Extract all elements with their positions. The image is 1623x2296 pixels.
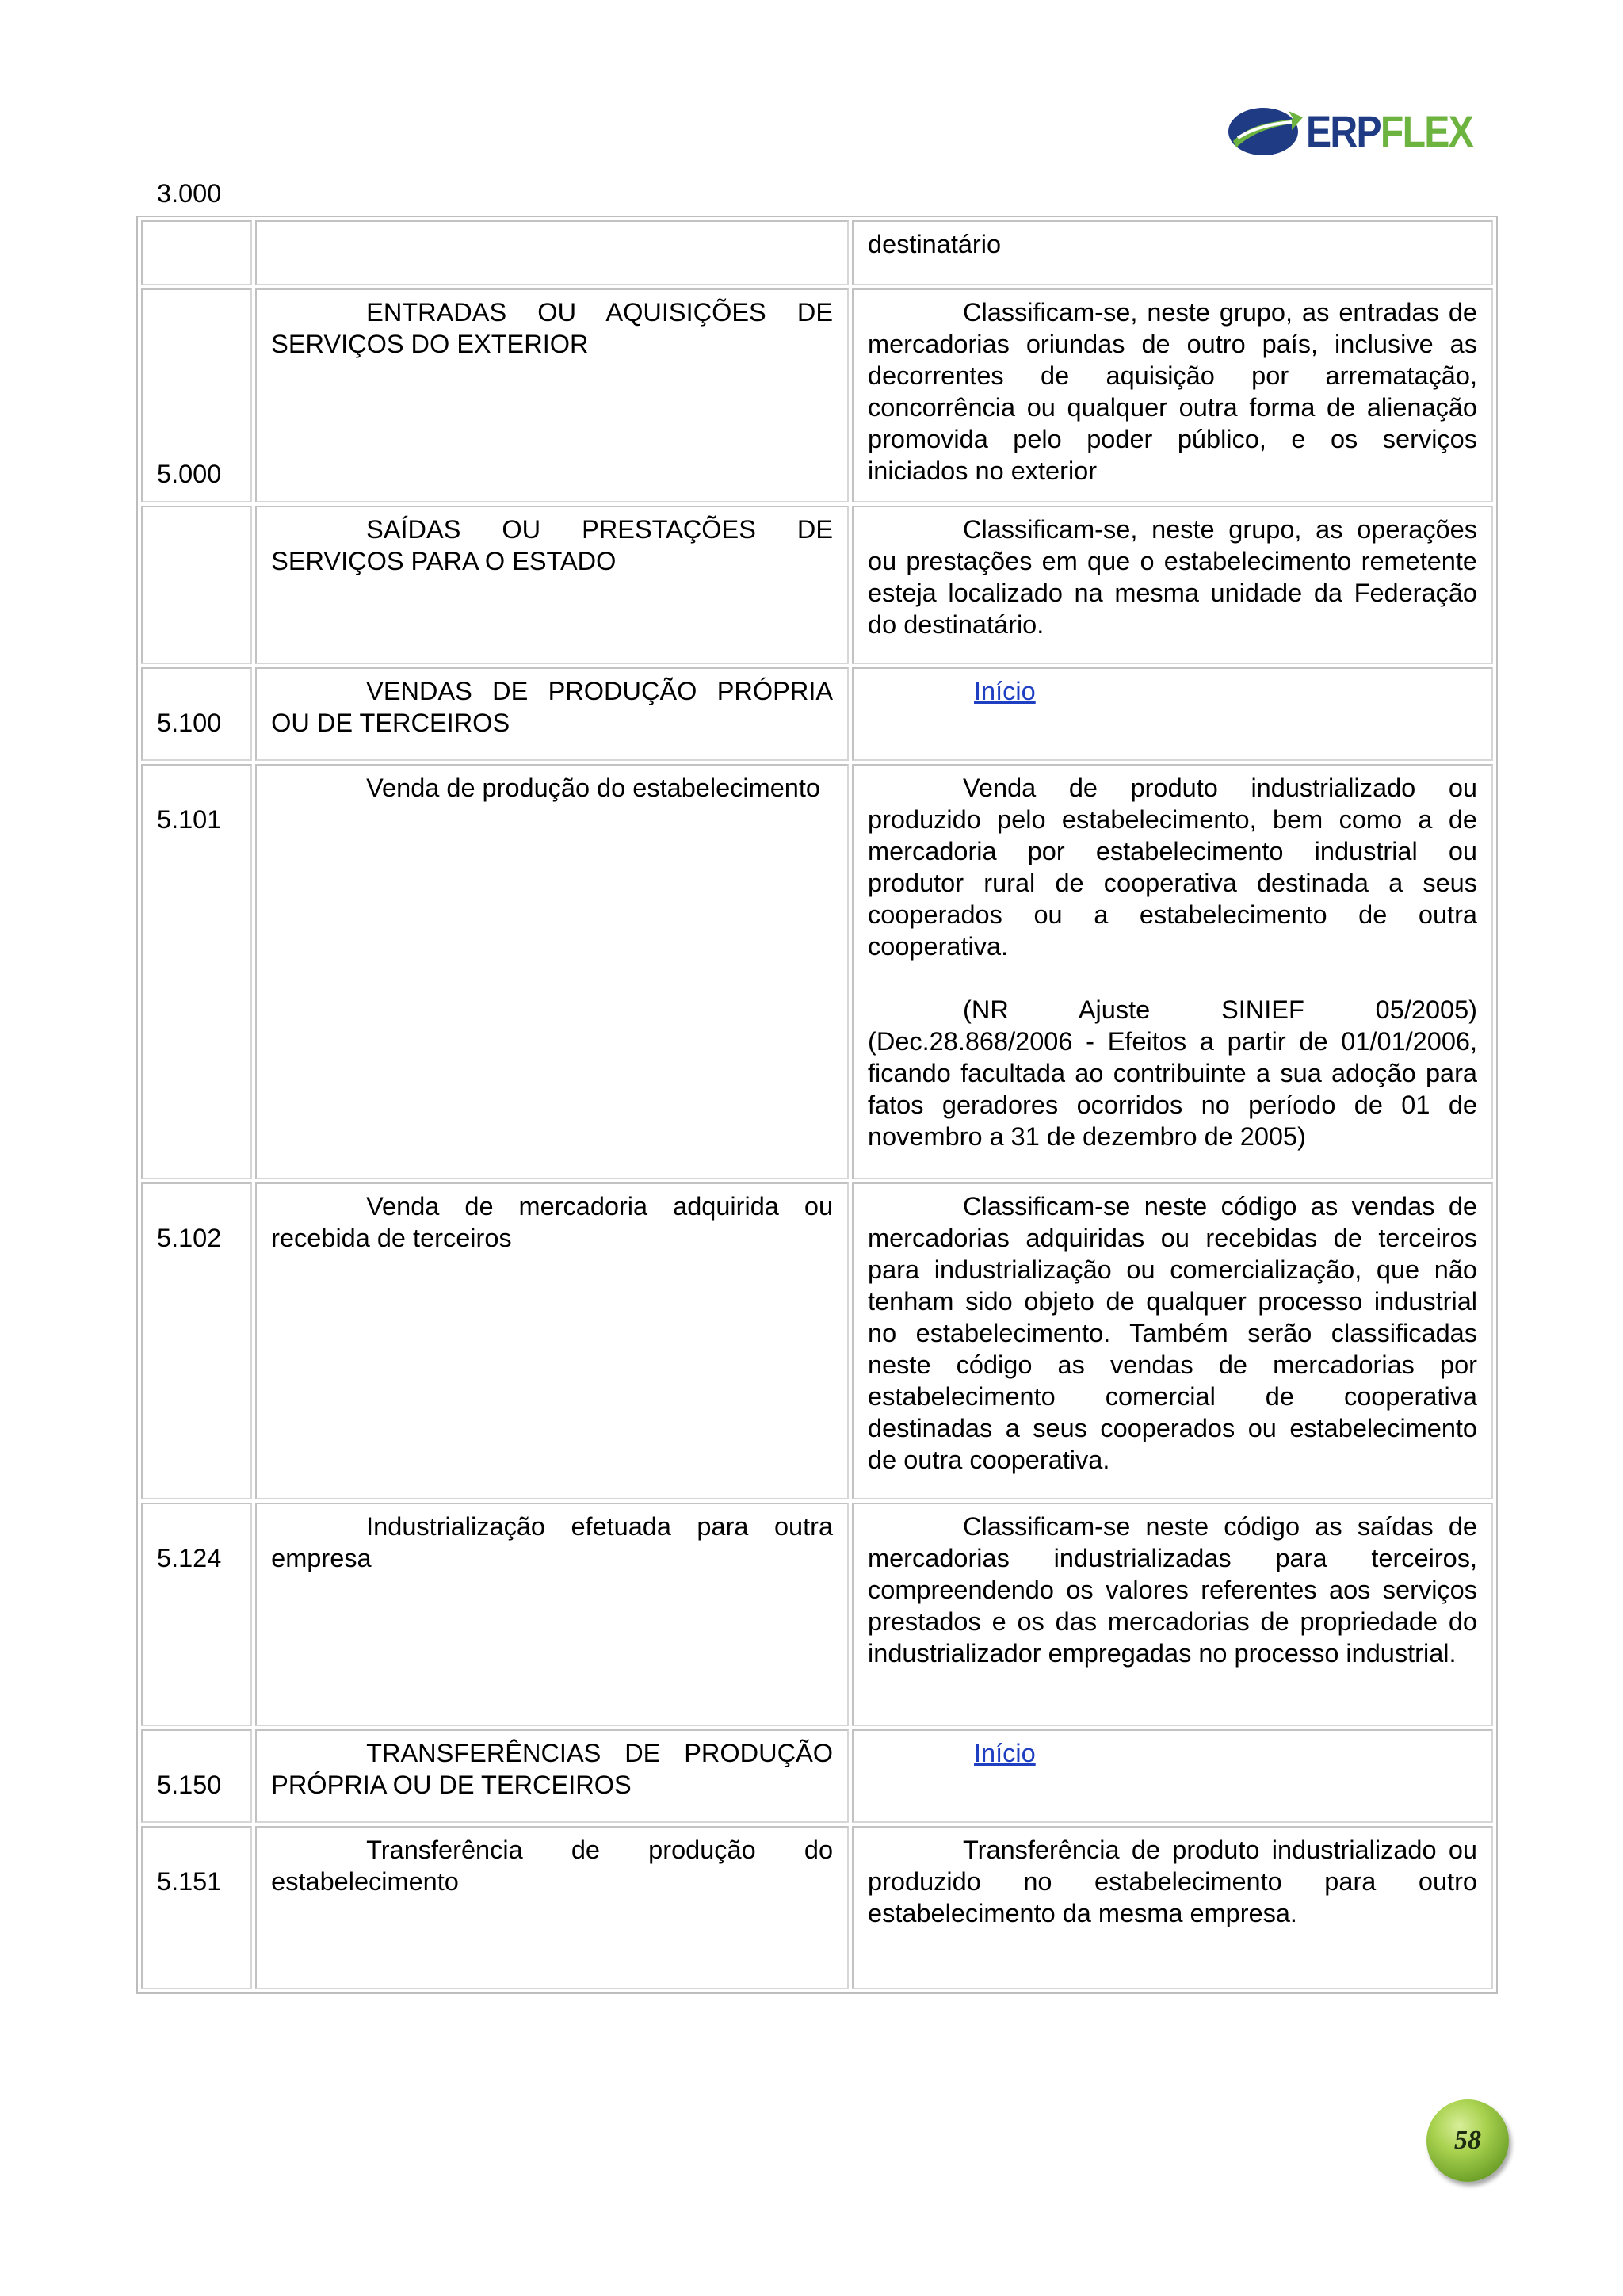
inicio-link[interactable]: Início: [974, 1739, 1036, 1767]
erpflex-swoosh-icon: [1227, 100, 1303, 163]
description-cell: Classificam-se neste código as vendas de mercadorias adquiridas ou recebidas de terceiros para industrialização ou comercialização, que não tenham sido objeto de qualquer processo industrial no estabelecimento. Também serão classificadas neste código as vendas de mercadorias por estabelecimento comercial de cooperativa destinadas a seus cooperados ou estabelecimento de outra cooperativa.: [852, 1182, 1493, 1499]
cfop-table: [136, 179, 1498, 1994]
table-row: [141, 1182, 1493, 1499]
code-cell: 5.101: [141, 764, 252, 1179]
table-row: [141, 1826, 1493, 1989]
description-cell: Classificam-se, neste grupo, as operações ou prestações em que o estabelecimento remetente esteja localizado na mesma unidade da Federação do destinatário.: [852, 506, 1493, 664]
description-cell: Classificam-se neste código as saídas de mercadorias industrializadas para terceiros, compreendendo os valores referentes aos serviços prestados e os das mercadorias de propriedade do industrializador empregadas no processo industrial.: [852, 1503, 1493, 1726]
description-cell: Classificam-se, neste grupo, as entradas de mercadorias oriundas de outro país, inclusive as decorrentes de aquisição por arrematação, concorrência ou qualquer outra forma de alienação promovida pelo poder público, e os serviços iniciados no exterior: [852, 288, 1493, 502]
description-cell: destinatário: [852, 220, 1493, 285]
code-cell: 5.150: [141, 1729, 252, 1823]
erpflex-wordmark: ERPFLEX: [1306, 106, 1473, 156]
code-cell: [141, 220, 252, 285]
table-row: [141, 506, 1493, 664]
code-cell: 5.124: [141, 1503, 252, 1726]
description-cell: Venda de produto industrializado ou produzido pelo estabelecimento, bem como a de mercadoria por estabelecimento industrial ou produtor rural de cooperativa destinada a seus cooperados ou a estabelecimento de outra cooperativa. (NR Ajuste SINIEF 05/2005) (Dec.28.868/2006 - Efeitos a partir de 01/01/2006, ficando facultada ao contribuinte a sua adoção para fatos geradores ocorridos no período de 01 de novembro a 31 de dezembro de 2005): [852, 764, 1493, 1179]
title-cell: Venda de produção do estabelecimento: [255, 764, 849, 1179]
title-cell: Venda de mercadoria adquirida ou recebida de terceiros: [255, 1182, 849, 1499]
table-row: [141, 288, 1493, 502]
title-cell: VENDAS DE PRODUÇÃO PRÓPRIA OU DE TERCEIROS: [255, 667, 849, 761]
inicio-link[interactable]: Início: [974, 677, 1036, 705]
code-cell: 5.100: [141, 667, 252, 761]
description-cell: [852, 667, 1493, 761]
table-row: [141, 220, 1493, 285]
table-row: [141, 1729, 1493, 1823]
table-row: [141, 1503, 1493, 1726]
erpflex-logo: [1227, 100, 1480, 163]
code-cell: 3.000: [141, 288, 252, 502]
code-cell: 5.000: [141, 506, 252, 664]
table-row: [141, 764, 1493, 1179]
title-cell: Transferência de produção do estabelecimento: [255, 1826, 849, 1989]
code-cell: 5.102: [141, 1182, 252, 1499]
page-number: 58: [1454, 2126, 1481, 2155]
page-number-badge: [1426, 2099, 1509, 2182]
description-cell: Transferência de produto industrializado ou produzido no estabelecimento para outro estabelecimento da mesma empresa.: [852, 1826, 1493, 1989]
title-cell: SAÍDAS OU PRESTAÇÕES DE SERVIÇOS PARA O ESTADO: [255, 506, 849, 664]
title-cell: [255, 220, 849, 285]
title-cell: TRANSFERÊNCIAS DE PRODUÇÃO PRÓPRIA OU DE TERCEIROS: [255, 1729, 849, 1823]
description-cell: [852, 1729, 1493, 1823]
title-cell: ENTRADAS OU AQUISIÇÕES DE SERVIÇOS DO EXTERIOR: [255, 288, 849, 502]
table-row: [141, 667, 1493, 761]
title-cell: Industrialização efetuada para outra empresa: [255, 1503, 849, 1726]
code-cell: 5.151: [141, 1826, 252, 1989]
